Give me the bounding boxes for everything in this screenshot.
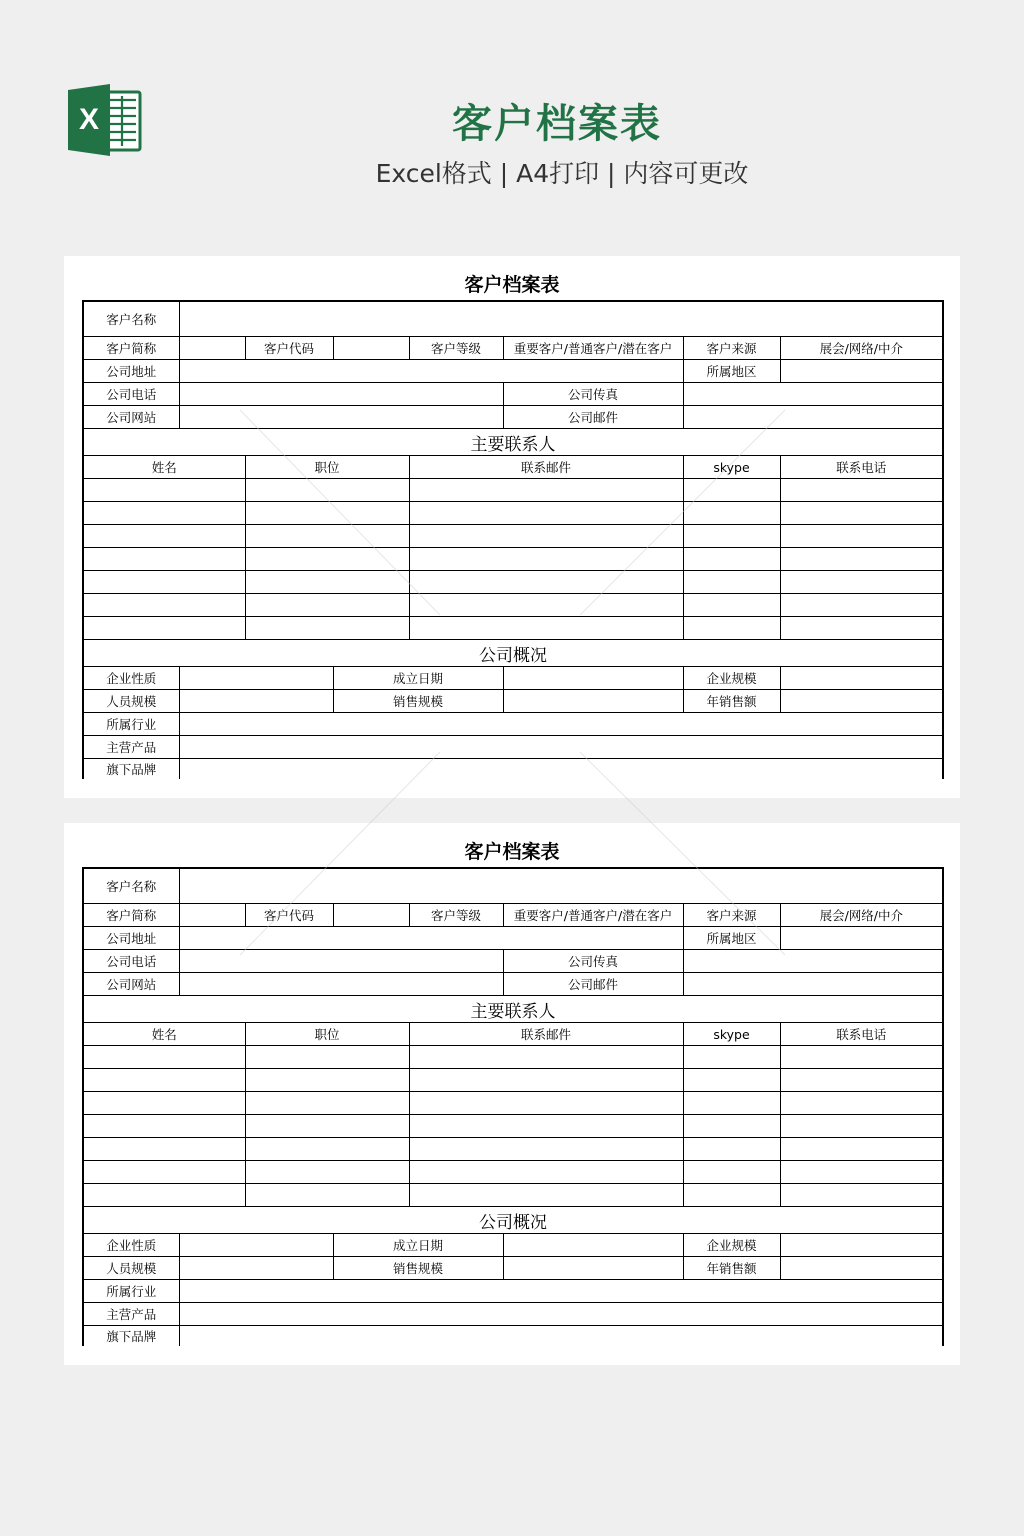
table-row	[83, 904, 943, 927]
page-title: 客户档案表	[452, 101, 662, 147]
contact-cell[interactable]	[683, 1184, 780, 1207]
contact-row	[83, 502, 943, 525]
sheet-preview-1	[64, 256, 960, 798]
customer-source-label: 客户来源	[683, 337, 780, 360]
company-fax-label: 公司传真	[503, 383, 683, 406]
founded-date-label: 成立日期	[333, 667, 503, 690]
table-row	[83, 383, 943, 406]
annual-sales-label: 年销售额	[683, 690, 780, 713]
customer-code-cell[interactable]	[333, 337, 409, 360]
customer-level-options[interactable]: 重要客户/普通客户/潜在客户	[503, 337, 683, 360]
contact-cell[interactable]	[683, 1138, 780, 1161]
contact-cell[interactable]	[780, 502, 943, 525]
sales-scale-label: 销售规模	[333, 1257, 503, 1280]
company-address-label: 公司地址	[83, 360, 179, 383]
annual-sales-cell[interactable]	[780, 1257, 943, 1280]
contacts-section-heading: 主要联系人	[83, 996, 943, 1023]
customer-short-cell[interactable]	[179, 904, 245, 927]
page-header	[0, 0, 1024, 240]
sales-scale-label: 销售规模	[333, 690, 503, 713]
contact-cell[interactable]	[409, 1092, 683, 1115]
contact-cell[interactable]	[683, 502, 780, 525]
contact-cell[interactable]	[245, 617, 409, 640]
contact-row	[83, 1115, 943, 1138]
brands-label: 旗下品牌	[83, 759, 179, 780]
contact-cell[interactable]	[409, 1138, 683, 1161]
contact-cell[interactable]	[683, 1046, 780, 1069]
contact-cell[interactable]	[245, 502, 409, 525]
contact-cell[interactable]	[409, 1184, 683, 1207]
company-phone-cell[interactable]	[179, 383, 503, 406]
contact-cell[interactable]	[409, 479, 683, 502]
table-row	[83, 429, 943, 456]
staff-size-label: 人员规模	[83, 690, 179, 713]
contact-row	[83, 571, 943, 594]
contact-cell[interactable]	[780, 617, 943, 640]
company-email-cell[interactable]	[683, 406, 943, 429]
staff-size-cell[interactable]	[179, 690, 333, 713]
contact-cell[interactable]	[683, 1161, 780, 1184]
customer-level-options[interactable]: 重要客户/普通客户/潜在客户	[503, 904, 683, 927]
table-row	[83, 736, 943, 759]
contact-cell[interactable]	[683, 617, 780, 640]
company-email-label: 公司邮件	[503, 973, 683, 996]
contact-cell[interactable]	[409, 502, 683, 525]
contact-cell[interactable]	[83, 571, 245, 594]
customer-name-cell[interactable]	[179, 868, 943, 904]
contact-cell[interactable]	[409, 594, 683, 617]
contact-row	[83, 1184, 943, 1207]
company-address-cell[interactable]	[179, 927, 683, 950]
sales-scale-cell[interactable]	[503, 1257, 683, 1280]
table-row	[83, 1326, 943, 1347]
contact-cell[interactable]	[683, 594, 780, 617]
contact-cell[interactable]	[83, 1138, 245, 1161]
table-row	[83, 1280, 943, 1303]
contact-cell[interactable]	[683, 525, 780, 548]
enterprise-scale-label: 企业规模	[683, 1234, 780, 1257]
company-website-label: 公司网站	[83, 406, 179, 429]
contact-cell[interactable]	[409, 1069, 683, 1092]
contact-cell[interactable]	[409, 1046, 683, 1069]
contact-header-email: 联系邮件	[409, 1023, 683, 1046]
table-row	[83, 1023, 943, 1046]
annual-sales-label: 年销售额	[683, 1257, 780, 1280]
company-fax-label: 公司传真	[503, 950, 683, 973]
page-subtitle: Excel格式 | A4打印 | 内容可更改	[375, 159, 749, 188]
industry-label: 所属行业	[83, 1280, 179, 1303]
founded-date-cell[interactable]	[503, 667, 683, 690]
table-row	[83, 759, 943, 780]
contact-cell[interactable]	[83, 1069, 245, 1092]
contact-header-phone: 联系电话	[780, 456, 943, 479]
table-row	[83, 996, 943, 1023]
region-label: 所属地区	[683, 927, 780, 950]
contact-cell[interactable]	[409, 1161, 683, 1184]
contact-cell[interactable]	[245, 525, 409, 548]
contact-cell[interactable]	[780, 1184, 943, 1207]
contact-cell[interactable]	[83, 1184, 245, 1207]
contact-cell[interactable]	[83, 617, 245, 640]
contact-row	[83, 525, 943, 548]
contact-cell[interactable]	[683, 479, 780, 502]
contact-cell[interactable]	[245, 594, 409, 617]
contact-header-skype: skype	[683, 1023, 780, 1046]
contact-cell[interactable]	[245, 1069, 409, 1092]
contact-cell[interactable]	[780, 571, 943, 594]
company-phone-label: 公司电话	[83, 383, 179, 406]
contact-row	[83, 1092, 943, 1115]
table-row	[83, 406, 943, 429]
customer-level-label: 客户等级	[409, 337, 503, 360]
staff-size-cell[interactable]	[179, 1257, 333, 1280]
brands-cell[interactable]	[179, 759, 943, 780]
main-products-cell[interactable]	[179, 1303, 943, 1326]
contact-cell[interactable]	[683, 1069, 780, 1092]
contact-header-skype: skype	[683, 456, 780, 479]
table-row	[83, 927, 943, 950]
enterprise-scale-label: 企业规模	[683, 667, 780, 690]
contact-cell[interactable]	[83, 502, 245, 525]
contact-row	[83, 548, 943, 571]
contact-header-email: 联系邮件	[409, 456, 683, 479]
sheet-title: 客户档案表	[464, 274, 560, 296]
sheet-preview-2	[64, 823, 960, 1365]
contact-cell[interactable]	[245, 571, 409, 594]
table-row	[83, 640, 943, 667]
contact-cell[interactable]	[683, 1092, 780, 1115]
table-row	[83, 360, 943, 383]
company-fax-cell[interactable]	[683, 383, 943, 406]
table-row	[83, 973, 943, 996]
contact-header-position: 职位	[245, 1023, 409, 1046]
contact-cell[interactable]	[245, 1138, 409, 1161]
customer-code-label: 客户代码	[245, 337, 333, 360]
contact-cell[interactable]	[83, 1046, 245, 1069]
customer-source-options[interactable]: 展会/网络/中介	[780, 904, 943, 927]
table-row	[83, 1207, 943, 1234]
customer-form-table	[82, 300, 944, 779]
region-label: 所属地区	[683, 360, 780, 383]
enterprise-nature-label: 企业性质	[83, 1234, 179, 1257]
company-website-cell[interactable]	[179, 406, 503, 429]
company-fax-cell[interactable]	[683, 950, 943, 973]
contact-cell[interactable]	[83, 1161, 245, 1184]
enterprise-nature-cell[interactable]	[179, 667, 333, 690]
overview-section-heading: 公司概况	[83, 640, 943, 667]
svg-text:X: X	[78, 103, 100, 136]
brands-label: 旗下品牌	[83, 1326, 179, 1347]
contact-cell[interactable]	[83, 479, 245, 502]
contact-cell[interactable]	[780, 1069, 943, 1092]
contact-cell[interactable]	[245, 1092, 409, 1115]
table-row	[83, 337, 943, 360]
contact-header-position: 职位	[245, 456, 409, 479]
contact-cell[interactable]	[780, 1161, 943, 1184]
customer-code-label: 客户代码	[245, 904, 333, 927]
region-cell[interactable]	[780, 927, 943, 950]
contact-row	[83, 1069, 943, 1092]
contact-cell[interactable]	[245, 479, 409, 502]
contact-cell[interactable]	[83, 548, 245, 571]
contact-cell[interactable]	[83, 1115, 245, 1138]
contact-cell[interactable]	[780, 1046, 943, 1069]
overview-section-heading: 公司概况	[83, 1207, 943, 1234]
region-cell[interactable]	[780, 360, 943, 383]
company-email-cell[interactable]	[683, 973, 943, 996]
contact-cell[interactable]	[780, 525, 943, 548]
customer-code-cell[interactable]	[333, 904, 409, 927]
contact-row	[83, 617, 943, 640]
contact-cell[interactable]	[409, 548, 683, 571]
contact-cell[interactable]	[409, 525, 683, 548]
table-row	[83, 713, 943, 736]
customer-level-label: 客户等级	[409, 904, 503, 927]
industry-cell[interactable]	[179, 1280, 943, 1303]
contact-header-name: 姓名	[83, 456, 245, 479]
founded-date-label: 成立日期	[333, 1234, 503, 1257]
table-row	[83, 690, 943, 713]
table-row	[83, 1303, 943, 1326]
contact-row	[83, 479, 943, 502]
contact-cell[interactable]	[683, 548, 780, 571]
customer-form-table	[82, 867, 944, 1346]
contact-row	[83, 1161, 943, 1184]
table-row	[83, 667, 943, 690]
contact-cell[interactable]	[245, 1115, 409, 1138]
annual-sales-cell[interactable]	[780, 690, 943, 713]
contact-cell[interactable]	[409, 571, 683, 594]
customer-short-label: 客户简称	[83, 337, 179, 360]
sheet-title: 客户档案表	[464, 841, 560, 863]
contact-header-phone: 联系电话	[780, 1023, 943, 1046]
enterprise-scale-cell[interactable]	[780, 667, 943, 690]
contact-header-name: 姓名	[83, 1023, 245, 1046]
table-row	[83, 1257, 943, 1280]
contact-cell[interactable]	[245, 1046, 409, 1069]
table-row	[83, 301, 943, 337]
company-website-cell[interactable]	[179, 973, 503, 996]
contact-row	[83, 1046, 943, 1069]
enterprise-scale-cell[interactable]	[780, 1234, 943, 1257]
contact-row	[83, 594, 943, 617]
company-address-cell[interactable]	[179, 360, 683, 383]
table-row	[83, 456, 943, 479]
enterprise-nature-label: 企业性质	[83, 667, 179, 690]
contact-cell[interactable]	[409, 1115, 683, 1138]
company-email-label: 公司邮件	[503, 406, 683, 429]
staff-size-label: 人员规模	[83, 1257, 179, 1280]
main-products-label: 主营产品	[83, 736, 179, 759]
enterprise-nature-cell[interactable]	[179, 1234, 333, 1257]
customer-short-label: 客户简称	[83, 904, 179, 927]
contact-cell[interactable]	[83, 1092, 245, 1115]
main-products-label: 主营产品	[83, 1303, 179, 1326]
contact-cell[interactable]	[780, 1138, 943, 1161]
contact-cell[interactable]	[245, 548, 409, 571]
contact-cell[interactable]	[83, 594, 245, 617]
founded-date-cell[interactable]	[503, 1234, 683, 1257]
customer-name-label: 客户名称	[83, 868, 179, 904]
contact-cell[interactable]	[245, 1161, 409, 1184]
contact-cell[interactable]	[683, 571, 780, 594]
contact-cell[interactable]	[780, 1115, 943, 1138]
sales-scale-cell[interactable]	[503, 690, 683, 713]
company-phone-cell[interactable]	[179, 950, 503, 973]
company-phone-label: 公司电话	[83, 950, 179, 973]
industry-label: 所属行业	[83, 713, 179, 736]
contact-cell[interactable]	[780, 479, 943, 502]
main-products-cell[interactable]	[179, 736, 943, 759]
contact-cell[interactable]	[683, 1115, 780, 1138]
company-address-label: 公司地址	[83, 927, 179, 950]
contact-cell[interactable]	[409, 617, 683, 640]
customer-source-label: 客户来源	[683, 904, 780, 927]
table-row	[83, 868, 943, 904]
customer-short-cell[interactable]	[179, 337, 245, 360]
contact-row	[83, 1138, 943, 1161]
contact-cell[interactable]	[245, 1184, 409, 1207]
industry-cell[interactable]	[179, 713, 943, 736]
company-website-label: 公司网站	[83, 973, 179, 996]
table-row	[83, 1234, 943, 1257]
brands-cell[interactable]	[179, 1326, 943, 1347]
customer-name-cell[interactable]	[179, 301, 943, 337]
contact-cell[interactable]	[780, 1092, 943, 1115]
contact-cell[interactable]	[780, 594, 943, 617]
customer-name-label: 客户名称	[83, 301, 179, 337]
table-row	[83, 950, 943, 973]
contact-cell[interactable]	[780, 548, 943, 571]
contact-cell[interactable]	[83, 525, 245, 548]
contacts-section-heading: 主要联系人	[83, 429, 943, 456]
customer-source-options[interactable]: 展会/网络/中介	[780, 337, 943, 360]
